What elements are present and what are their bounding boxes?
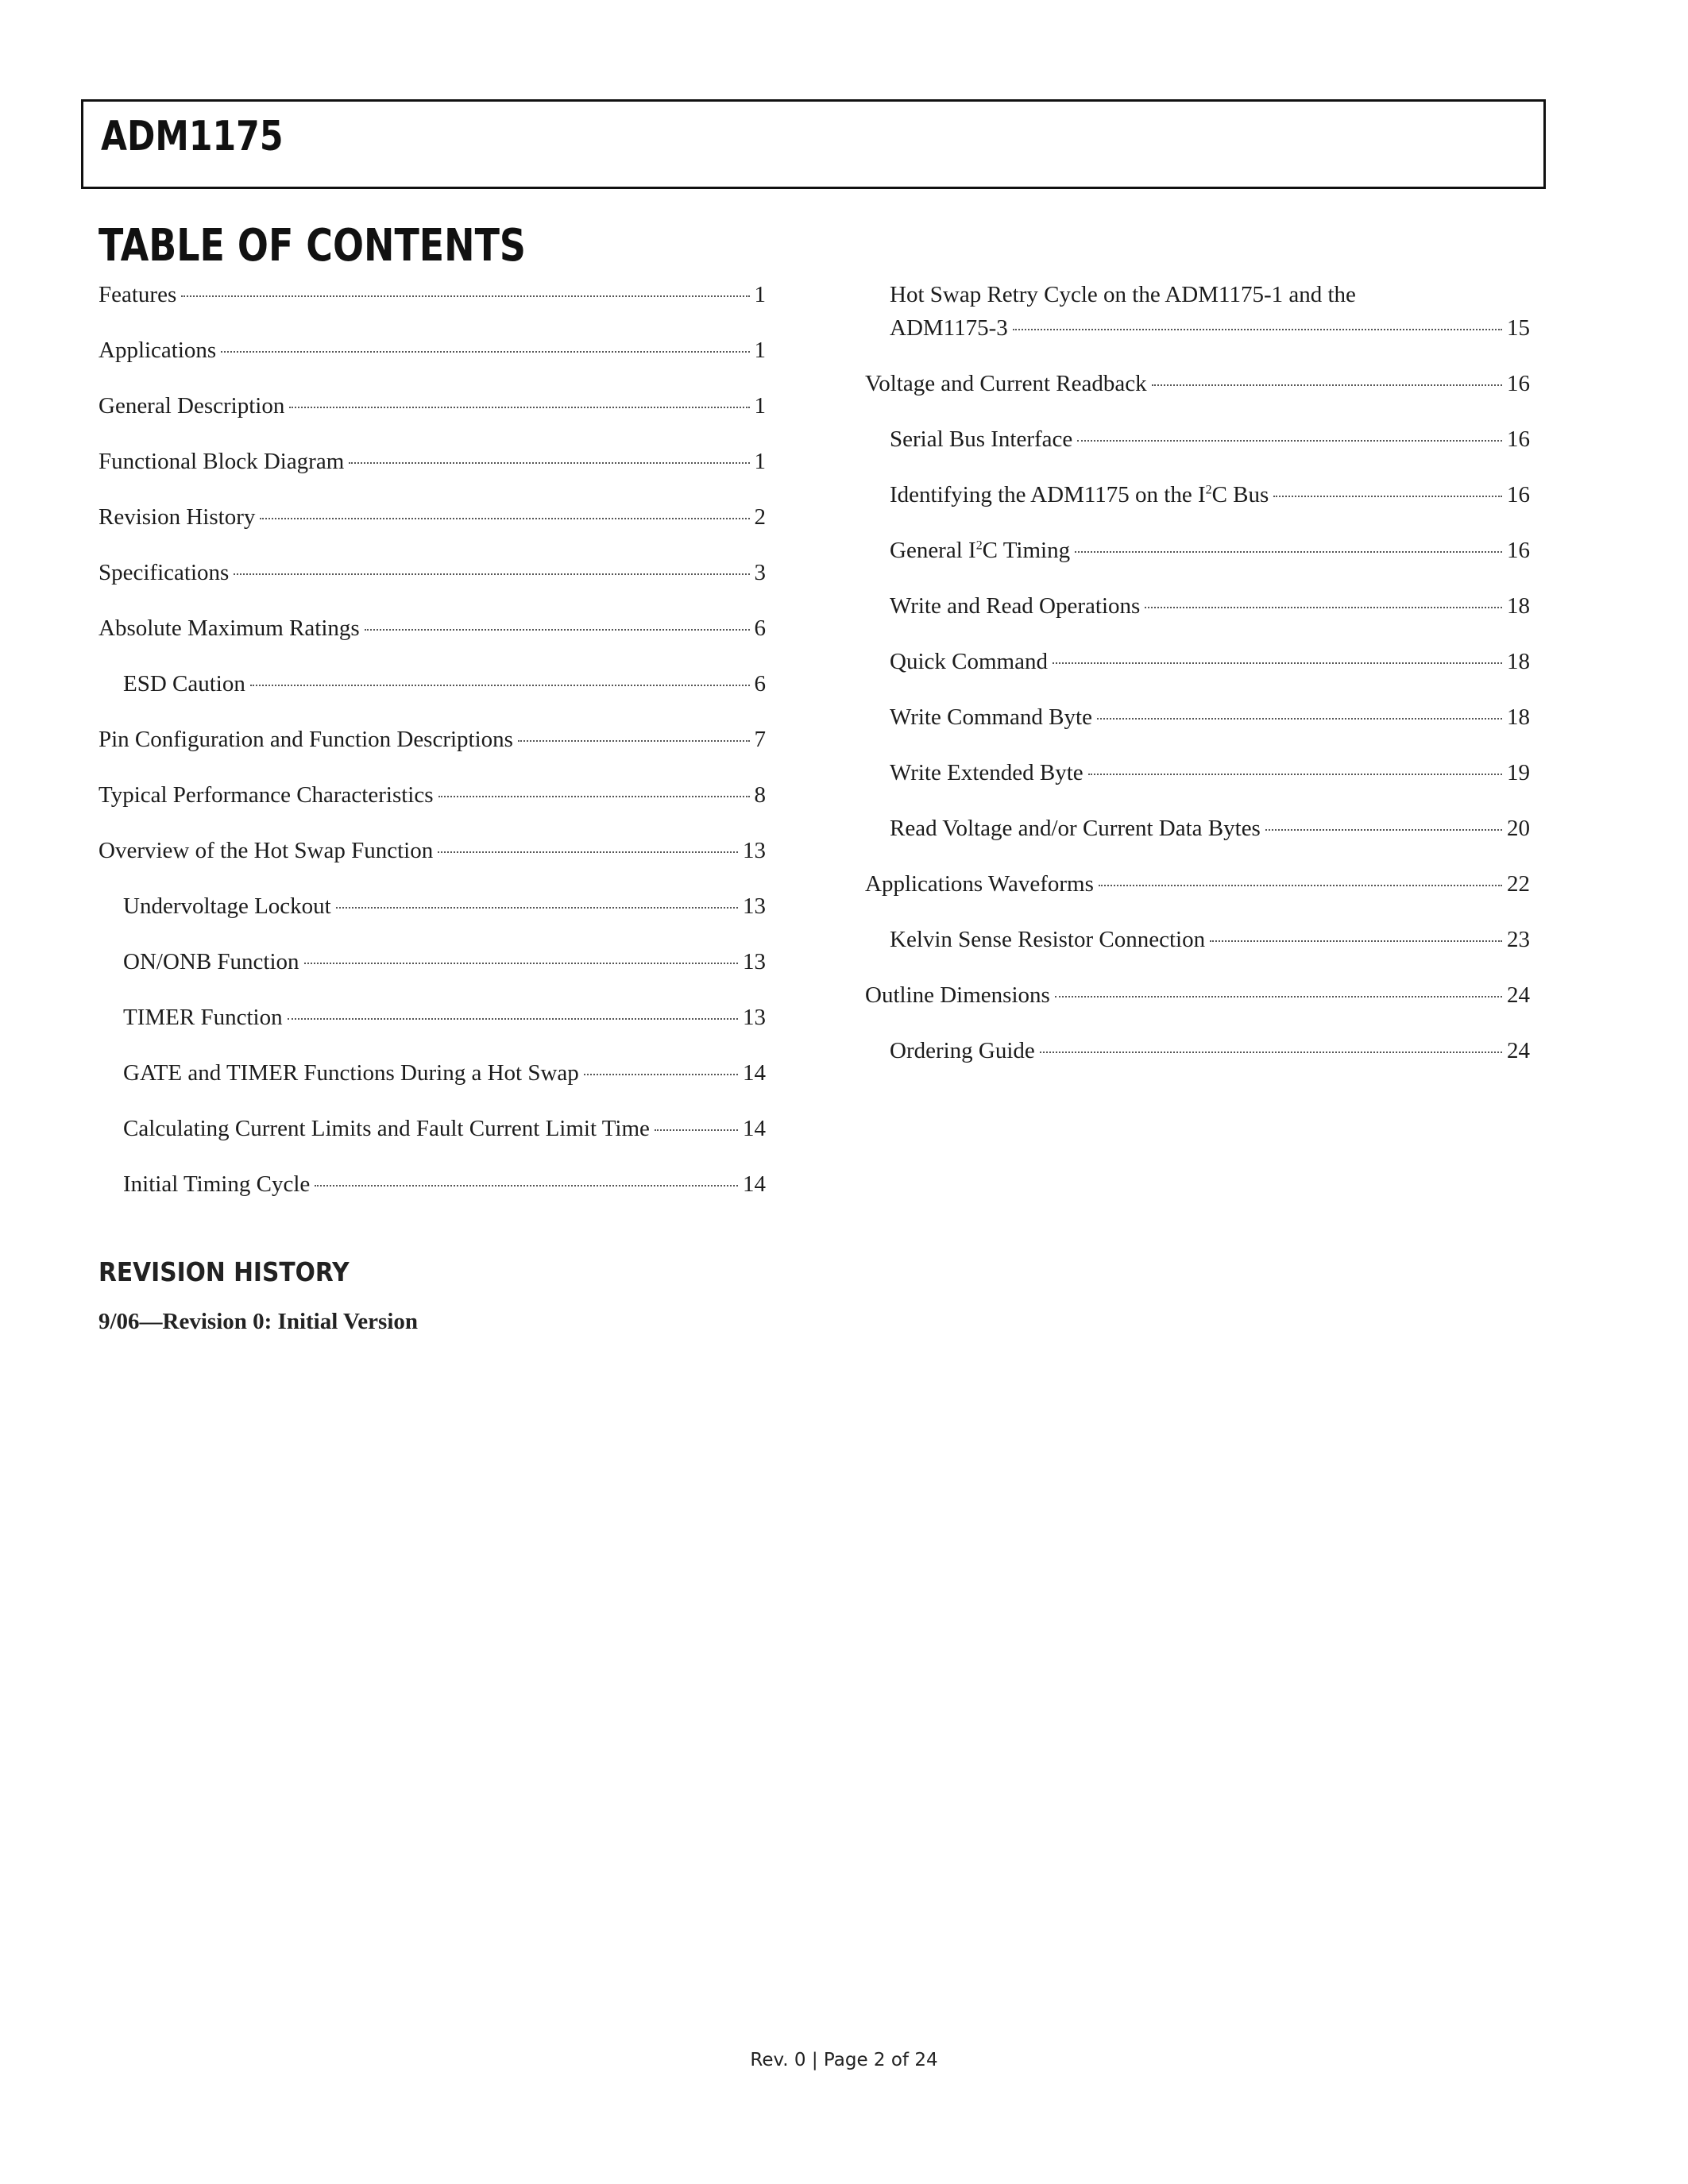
dot-leader xyxy=(250,685,750,686)
toc-entry-timer-function[interactable]: TIMER Function 13 xyxy=(123,1005,766,1030)
dot-leader xyxy=(1077,440,1502,442)
toc-entry-serial-bus-interface[interactable]: Serial Bus Interface 16 xyxy=(890,426,1530,452)
dot-leader xyxy=(518,740,750,742)
toc-entry-esd-caution[interactable]: ESD Caution 6 xyxy=(123,671,766,696)
toc-entry-typical-performance[interactable]: Typical Performance Characteristics 8 xyxy=(98,782,766,808)
toc-entry-identifying-adm1175[interactable]: Identifying the ADM1175 on the $I^2C$ Bus 16 xyxy=(890,482,1530,507)
dot-leader xyxy=(1013,329,1502,330)
toc-entry-write-extended-byte[interactable]: Write Extended Byte 19 xyxy=(890,760,1530,785)
toc-entry-calculating-current-limits[interactable]: Calculating Current Limits and Fault Current Limit Time 14 xyxy=(123,1116,766,1141)
dot-leader xyxy=(234,573,749,575)
toc-entry-functional-block-diagram[interactable]: Functional Block Diagram 1 xyxy=(98,449,766,474)
dot-leader xyxy=(1152,384,1502,386)
toc-entry-read-voltage-current[interactable]: Read Voltage and/or Current Data Bytes 20 xyxy=(890,816,1530,841)
dot-leader xyxy=(304,963,738,964)
toc-entry-general-description[interactable]: General Description 1 xyxy=(98,393,766,419)
revision-history-heading: REVISION HISTORY xyxy=(98,1256,350,1287)
toc-entry-write-read-operations[interactable]: Write and Read Operations 18 xyxy=(890,593,1530,619)
toc-entry-undervoltage-lockout[interactable]: Undervoltage Lockout 13 xyxy=(123,893,766,919)
dot-leader xyxy=(315,1185,738,1187)
page-footer: Rev. 0 | Page 2 of 24 xyxy=(750,2050,938,2070)
dot-leader xyxy=(1055,996,1502,997)
toc-entry-applications[interactable]: Applications 1 xyxy=(98,338,766,363)
dot-leader xyxy=(1040,1051,1502,1053)
dot-leader xyxy=(365,629,750,631)
toc-entry-on-onb-function[interactable]: ON/ONB Function 13 xyxy=(123,949,766,974)
dot-leader xyxy=(1099,885,1502,886)
toc-entry-quick-command[interactable]: Quick Command 18 xyxy=(890,649,1530,674)
dot-leader xyxy=(438,796,750,797)
dot-leader xyxy=(1210,940,1502,942)
toc-entry-revision-history[interactable]: Revision History 2 xyxy=(98,504,766,530)
dot-leader xyxy=(584,1074,738,1075)
dot-leader xyxy=(260,518,749,519)
dot-leader xyxy=(1088,774,1502,775)
toc-entry-voltage-current-readback[interactable]: Voltage and Current Readback 16 xyxy=(865,371,1530,396)
toc-entry-features[interactable]: Features 1 xyxy=(98,282,766,307)
dot-leader xyxy=(1075,551,1502,553)
toc-entry-initial-timing-cycle[interactable]: Initial Timing Cycle 14 xyxy=(123,1171,766,1197)
toc-entry-outline-dimensions[interactable]: Outline Dimensions 24 xyxy=(865,982,1530,1008)
dot-leader xyxy=(221,351,749,353)
revision-history-entry: 9/06—Revision 0: Initial Version xyxy=(98,1309,419,1334)
dot-leader xyxy=(336,907,738,909)
dot-leader xyxy=(1053,662,1502,664)
header-box xyxy=(81,99,1546,189)
toc-heading: TABLE OF CONTENTS xyxy=(98,220,526,272)
toc-entry-ordering-guide[interactable]: Ordering Guide 24 xyxy=(890,1038,1530,1063)
dot-leader xyxy=(1145,607,1502,608)
toc-entry-write-command-byte[interactable]: Write Command Byte 18 xyxy=(890,704,1530,730)
dot-leader xyxy=(288,1018,738,1020)
dot-leader xyxy=(181,295,749,297)
toc-entry-specifications[interactable]: Specifications 3 xyxy=(98,560,766,585)
dot-leader xyxy=(655,1129,738,1131)
dot-leader xyxy=(438,851,738,853)
toc-entry-pin-configuration[interactable]: Pin Configuration and Function Descriptions 7 xyxy=(98,727,766,752)
dot-leader xyxy=(349,462,749,464)
toc-entry-gate-timer-functions[interactable]: GATE and TIMER Functions During a Hot Swap 14 xyxy=(123,1060,766,1086)
toc-entry-applications-waveforms[interactable]: Applications Waveforms 22 xyxy=(865,871,1530,897)
dot-leader xyxy=(1265,829,1502,831)
dot-leader xyxy=(289,407,749,408)
dot-leader xyxy=(1097,718,1502,720)
document-title: ADM1175 xyxy=(101,113,284,160)
toc-entry-absolute-maximum-ratings[interactable]: Absolute Maximum Ratings 6 xyxy=(98,615,766,641)
toc-entry-general-i2c-timing[interactable]: General $I^2C$ Timing 16 xyxy=(890,538,1530,563)
toc-entry-hot-swap-retry-cycle[interactable]: Hot Swap Retry Cycle on the ADM1175-1 and the ADM1175-3 15 xyxy=(890,282,1530,341)
dot-leader xyxy=(1273,496,1502,497)
toc-entry-hot-swap-overview[interactable]: Overview of the Hot Swap Function 13 xyxy=(98,838,766,863)
toc-entry-kelvin-sense-resistor[interactable]: Kelvin Sense Resistor Connection 23 xyxy=(890,927,1530,952)
